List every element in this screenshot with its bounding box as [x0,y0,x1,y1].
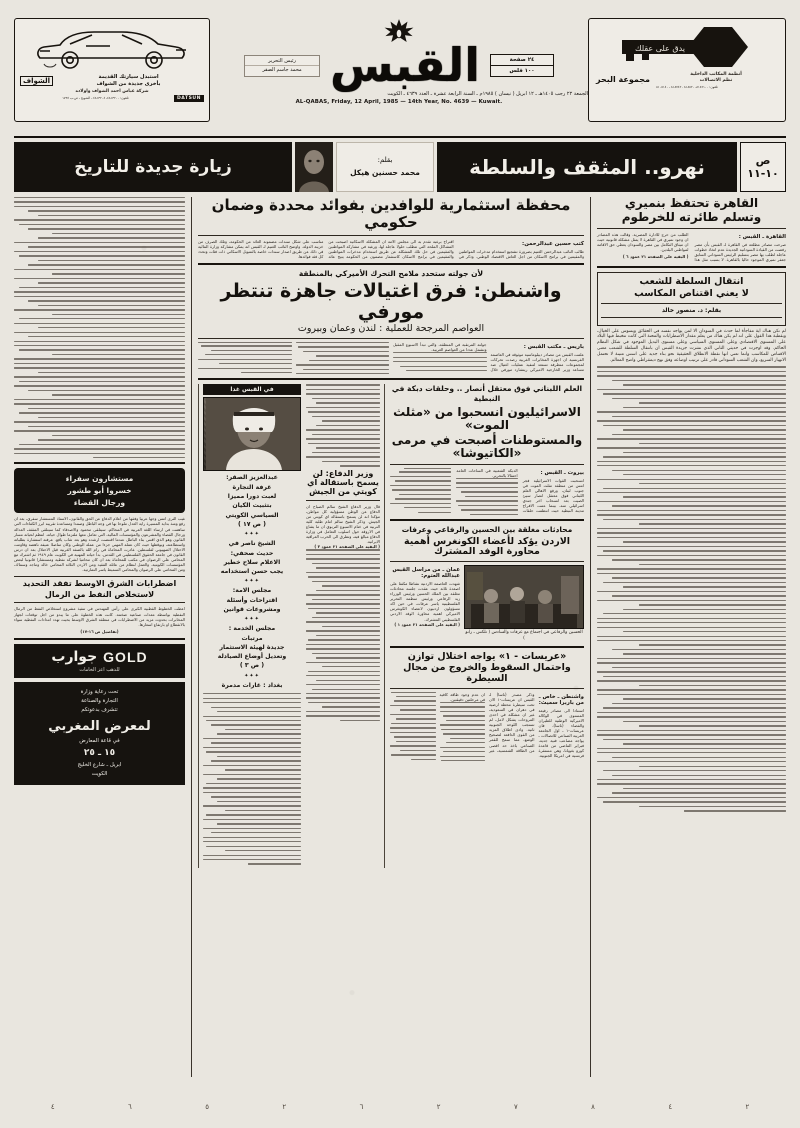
brief-separator-3: ✦✦✦ [244,616,260,623]
ad-albahar-brand: مجموعة البحر [596,74,650,84]
right-sidebar [14,197,192,1077]
opinion-author: د. منصور خالد [661,306,703,314]
expo-dates: ١٥ ـ ٢٥ [83,747,116,758]
dateline [210,91,588,107]
footer-num-3: ٧ [513,1103,518,1111]
defence-continued: ( البقية على الصفحة ٢١ عمود ٣ ) [314,544,380,550]
footer-num-7: ٥ [205,1103,209,1111]
newspaper-sheet [14,18,786,1118]
sidebar-filler-top [14,197,185,458]
murphy-headline: واشنطن: فرق اغتيالات جاهزة تنتظر مورفي [220,279,562,323]
ad-albahar-line2: نظم الاتصالات [699,77,733,83]
expo-line-6: الكويت [91,771,108,778]
mideast-headline-1: اضطرابات الشرق الاوسط تفقد التحديد [22,578,177,588]
footer-num-1: ٤ [668,1103,673,1111]
investment-headline: محفظة استثمارية للوافدين بفوائد محددة وضمان حكومي [211,196,571,232]
defence-headline: وزير الدفاع: لن يسمح باستقالة اي كويتي من الجيش [307,468,379,496]
opinion-body-filler [597,366,786,811]
arabsat-headline-2: واحتمال السقوط والخروج من مجال السيطرة [403,662,571,684]
murphy-dateline: باريس ـ مكتب القبس : [523,343,584,350]
ad-datsun-logo: DATSUN [174,95,204,102]
editor-name: محمد جاسم الصقر [245,65,319,75]
gold-socks-ad[interactable] [14,644,185,678]
arabsat-headline-1: «عريسات - ١» يواجه اختلال توازن [407,650,567,662]
jordan-kicker: محادثات مغلقة بين الحسين والرفاعي وعرفات [401,524,573,534]
cairo-story-continued: ( البقية على الصفحة ٢١ عمود ٦ ) [622,254,689,260]
arabsat-body-wrap [390,692,584,761]
gold-brand-en: GOLD [103,649,148,666]
murphy-body-wrap [198,342,584,375]
brief-separator-4: ✦✦✦ [244,672,260,679]
ad-albahar-phones: تلفون: ٨١٨٦١٠٠ـ ٨١٨٥٢٠ ٨١٨٧٤٢٠ ـ ٨١٠٥١٤٠ [656,84,718,89]
arabsat-filler [390,692,485,761]
ad-alshawaf[interactable] [14,18,210,122]
left-column [590,197,786,1077]
lebanon-headline-1: الاسرائيليون انسحبوا من «مثلث الموت» [393,404,581,433]
investment-body: طالب النائب عبدالرحمن الغنيم بضرورة تشجيع استخدام مدخرات المواطنين والمقيمين في برامج الاسكان من اجل العاش الاقتصاد الوطني. وذكر في اقتراح برغبة تقدم به الى مجلس الامة ان المشكلة الاسكانية اصبحت من المشاكل الملحة التي تتطلب حلولا عاجلة لها، ورغبة في مشاركة المواطنين والمقيمين في حل تلك المشكلة عن طريق استخدام مدخرات المواطنين والمقيمين في برامج الاسكان كاستثمار مضمون من الحكومة يتيح عائد مناسب على شكل سندات مضمونة العائد من الحكومة، وتلك الصرف من خزينة الدولة. واوضح النائب الغنيم لـ القبس انه يمكن مشاركة وزارة المالية في ذلك عن طريق اصدار سندات خاصة بالتمويل الاسكاني ذات فئات وتحدد كل فئة فوائدها. [198,238,584,259]
jordan-dateline: عمان ـ من مراسل القبس عبدالله العتوم: [392,566,460,579]
obituary-line-1: مستشارون سفراء [65,474,134,484]
cairo-story-headline-2: وتسلم طائرته للخرطوم [621,210,762,225]
expo-line-4: في قاعة المعارض [79,737,120,744]
footer-num-0: ٢ [745,1103,750,1111]
expo-title: لمعرض المغربي [48,718,151,734]
brief-item-3[interactable]: مجلس الخدمة : مرتبات جديدة لهيئة الاستثمار وتعديل أوضاع الصيادلة ( ص ٣ ) [217,625,287,670]
mideast-headline-2: لاستخلاص النفط من الرمال [44,589,155,599]
arabsat-body: استنادا الى مصادر رفيعة المستوى في الوكالة الاميركية الوطنية للطيران والفضاء (ناسا)، فان عريسات-١ ـ اول الجامعة العربية الصناعي للاتصالات ـ يواجه مصاعب فنية جدية، فبراير الماضي من قاعدة كورو بغويانا، وهي مستقرة فرنسية في امريكا الجنوبية. وذكر مصدر (ناسا) لـ القبس ان عريسات-١ الان تحت سيطرة محطة ارضية في دهران في السعودية، غير ان مشكلة في احدى المروحات يشكل لامل، لم تستجب اللوحة الجنوبية ثانية. وادى اطلاق المزيد من القوى الدافعة لتصحيح الوضع، مما سمح للقمر الصناعي باخذ حد اقصى من الطاقة الشمسية، غير ان عدم وجود طاقة كافية في مرحلتين دقيقتين. [439,691,584,759]
opinion-headline-2: لا يعني اقتناص المكاسب [634,287,749,299]
briefs-column [198,384,301,868]
heikal-banner[interactable] [14,142,786,192]
morocco-expo-ad[interactable] [14,682,185,785]
price-pages: ٢٤ صفحة [491,55,553,66]
gold-brand-ar: جوارب [51,649,98,666]
heikal-author: محمد حسنين هيكل [350,167,420,177]
investment-byline: كتب حسين عبدالرحمن: [522,240,584,247]
price-box [490,54,554,77]
lebanon-kicker: العلم اللبناني فوق معتقل أنصار .. وحلقات دبكة في النبطية [391,384,583,404]
brief-item-2[interactable]: مجلس الامة: اقتراحات وأسئلة ومشروعات قوانين [223,587,281,613]
defence-filler-top [306,384,380,466]
brief-item-4[interactable]: بغداد : غارات مدمرة [221,681,283,689]
briefs-filler [203,693,301,865]
expo-line-3: تتشرف بدعوتكم [81,707,118,714]
cairo-story-headline-1: القاهرة تحتفظ بنميري [624,196,759,210]
footer-num-6: ٢ [282,1103,287,1111]
nameplate [210,18,588,106]
ad-alshawaf-line1: استبدل سيارتك القديمة [98,74,159,80]
opinion-byline [601,307,782,314]
cairo-story-body: صرحت مصادر مطلعة في القاهرة لـ القبس بأن مصر رفضت من القيادة السودانية الجديدة عدم اتخاذ خطوات عاجلة لطلب بها مصر بتسليم الرئيس السوداني السابق جعفر نميري الموجود حاليا بالقاهرة. لا بسبب مثل هذا الطلب من حرج للادارة المصرية. وقالت هذه المصادر ان وجود نميري في القاهرة لا يمثل مشكلة قانونية حيث ان ميثاق التكامل بين مصر والسودان يعطي حق الاقامة لمواطني البلدين. [597,231,786,263]
alsaqr-caption: عبدالعزيز الصقر: غرفة التجارة لعبت دورا مميزا بتثبيت الكيان السياسي الكويتي ( ص ١٧ ) [225,474,279,528]
ad-alshawaf-line2: بأخرى جديدة من الشواف [96,81,161,88]
defence-body: قال وزير الدفاع الشيخ سالم الصباح ان الدفاع عن الوطن مسؤولية كل مواطن، مؤكدا انه لن يسمح باستقالة اي كويتي من الجيش. وذكر الشيخ سالم امام طلبة كلية التربية في ختام الاسبوع التربوي ان ما يشاع في الاروقة حول اسلوب التعامل في وزارة الدفاع مبالغ فيه، وتطرق الى الحرب العراقية الايرانية. [306,503,380,545]
dateline-english: AL-QABAS, Friday, 12 April, 1985 — 14th Year, No. 4639 — Kuwait. [295,99,503,106]
mideast-body: اعطت الخطوط القطبية الكبرى على رأس المهندس في تنفيذ مشروع استخلاص النفط من الرمال النفطية بواسطة معدات صناعية ضخمة. كانت هذه الخطوة على ما يبدو من اجل توقعات لجهاز المخابرات بحدوث مزيد من الاضطرابات في منطقة الشرق الاوسط بحيث تهدد امدادات النفطية سواء بالانقطاع او بارتفاع اسعارها. [14,606,185,627]
investment-body-wrap [198,239,584,259]
paper-logo: القبس [330,38,480,92]
lebanon-headline-2: والمستوطنات أصبحت في مرمى «الكاتيوشا» [391,432,583,461]
expo-line-2: التجارة والصناعة [81,698,118,705]
jordan-photo-caption: الحسين والرفاعي في اجتماع مع عرفات والسادس ( تلكس ـ رانو ) [465,629,583,641]
cairo-story-dateline: القاهرة ـ القبس : [738,233,786,240]
svg-text:يدق على عقلك: يدق على عقلك [634,44,686,53]
opinion-box [597,272,786,325]
dateline-arabic: الجمعة ٢٢ رجب ١٤٠٥هـ ـ ١٢ ابريل ( نيسان ) ١٩٨٥م ـ السنة الرابعة عشرة ـ العدد ٤٦٣٩ ـ الكويت [387,90,588,97]
lebanon-dateline: بيروت ـ القبس : [540,469,584,476]
obituary-body: غيب الثرى امس وجها عربيا وفقها من اعلام الدفاع عن الحق والقانون، الاستاذ المستشار سفري، بعد ان رفع ومنذ بداية المسيرة راية العدل ملوحا بها في وجه الباطل وصمدا ومساعدة تقريبه ابرز الكفاءات التي ساهمت في ارساء اللغة العربية في المحاكم. سيتلقى محمود والاصدقاء كما سيتلقى المثقف العدالة ورجال القضاء والمشرعون والمؤسسات المالية، التي تعامل معها ملتزما طوال حياته. انتظم لحياته مسار القانون وهو الذي اقتنى بناء الباطل عندما اقتنصت ارشده وهو بعد شاب يافع. عرفته استشارة بطلباته واستطاعته، ويوقظها حيث كان عمله المهني جزءا من عمله الوطني وكان مناضلا عنيفة ناهضة وقاومت الاحتلال الصهيوني لفلسطين. غادرت المحاماة في رام الله بالضفة الغربية قبل الاحتلال بعد ان درس القانون في جامعة الحقوق الفلسطيني في القدس. بدأ حياته المهنية في الكويت عام ١٩٤٩ ثم اشترك مع المحامي علي الرضوان في مكتب للمحاماة بعد ان كان محاميا لشركة نفطية ومستشارا قانونيا لبعض المؤسسات الكويتية. والعمل لنظام من عائلة الفقيد ومن الاردن الثلاثة المحامي خالد وماجد وسماك، ومن المحامي علي الرضوان والمحامي السميط ياسر التمارتيه. [14,516,185,573]
heikal-portrait [295,142,333,192]
footer-num-4: ٢ [436,1103,441,1111]
heikal-byline [336,142,434,192]
brief-item-1[interactable]: الشيخ ناصر في حديث صحفي: الاعلام سلاح خطير يجب حسن استخدامه [220,540,284,576]
gold-tagline: للذهب اعز الخامات [79,667,120,674]
mideast-page-ref: (تفاصيل ص ١٦-١٧) [80,628,119,634]
heikal-title: نهرو.. المثقف والسلطة [437,142,737,192]
brief-separator-2: ✦✦✦ [244,578,260,585]
heikal-by-label: بقلم: [377,156,393,165]
center-column [192,197,590,1077]
key-icon [612,23,762,71]
alsaqr-portrait [203,397,301,471]
editor-box [244,55,320,77]
expo-line-5: ابريل ـ شارع الخليج [77,762,122,769]
murphy-body: علمت القبس من مصادر ديبلوماسية موثوقة في العاصمة الفرنسية ان اجهزة المخابرات الغربية رصدت تحركات لمجموعات متطرفة تستعد لتنفيذ عمليات اغتيال ضد مساعد وزير الخارجية الاميركي ريتشارد مورفي خلال جولته المرتقبة في المنطقة، والتي تبدأ الاسبوع المقبل وتشمل عددا من العواصم العربية. [393,341,584,373]
price-fils: ١٠٠ فلس [509,68,535,75]
jordan-continued: ( البقية على الصفحة ٢١ عمود ١ ) [394,621,460,627]
ad-alshawaf-company: شركة عباس احمد الشواف واولاده [75,89,149,95]
arabsat-dateline: واشنطن ـ خاص ـ من باربرا سميث: [538,693,584,706]
expo-line-1: تحت رعاية وزارة [80,689,119,696]
opinion-body: لم تكن هناك اية مفاجأة لما حدث في السودان الا لمن يواجه نفسه في الحقائق ويسوس على الخيال، وبقطبة هذا القول على انه لم يكن هناك من يعلم مقدار الاضطرابات والمحنة التي كانت تتخبط فيها البلاد على المستوى الاقتصادي وعلى المستوى السياسي وعلى مستوى البديل الموجود في شكل النظام الحاكم. وقد اوجزت في حديثي الثاني الذي نشرت جريدة القبس ان بانتقال السلطة للشعب معنى الاقتناص للمكاسب وانما تعني انها نقطة الانطلاق الحقيقية نحو بناء جديد على اسس متينة لا تحتمل الانهيار السريع، وان الشعب السوداني قادر على ترتيب اوضاعه وفق نهج ديمقراطي واضح المعالم. [597,328,786,363]
obituary-line-2: خسروا أبو طشور [67,486,132,496]
footer-num-5: ٦ [359,1103,364,1111]
editor-role: رئيس التحرير [268,57,296,64]
murphy-kicker: لأن جولته ستحدد ملامح التحرك الأميركي بالمنطقة [298,268,484,278]
obituary-line-3: ورجال القضاء [73,497,126,507]
jordan-meeting-photo [464,565,584,629]
lebanon-body-wrap [390,468,584,515]
footer-num-2: ٨ [591,1103,595,1111]
ad-albahar-line1: أنظمة المكاتب الداخلية [690,72,742,77]
jordan-body: شهدت العاصمة الاردنية نشاطا مكثفا على اصعدة ثلاثة حيث عقدت جلسة محادثات مغلقة بين الملك الحسين ورئيس الوزراء زيد الرفاعي ورئيس منظمة التحرير الفلسطينية ياسر عرفات، في حين اكد مسؤولون اردنيون لاعضاء الكونغرس الاميركي اهمية محاورة الوفد الاردني الفلسطيني المشترك. [390,580,460,622]
ad-alshawaf-phones: تلفون: ٤٨١٣٢٠٠ـ ٤٨١٣٢٠٤ ـ الشويخ ـ ص.ب ١٧٣٤ [62,96,129,101]
footer-num-9: ٤ [50,1103,55,1111]
lebanon-body: انسحبت القوات الاسرائيلية فجر امس من منطقة مثلث الموت في جنوب لبنان، ورفع الاهالي العلم اللبناني فوق معتقل انصار سيئ الصيت بعد انسحاب اخر جندي اسرائيلي منه، بينما عمت الافراح مدينة النبطية حيث انتظمت حلقات الدبكة الشعبية في الساحات العامة احتفالا بالتحرير. [456,467,584,514]
footer-num-8: ٦ [128,1103,132,1111]
heikal-kicker: زيارة جديدة للتاريخ [14,142,292,192]
cairo-story-body-wrap [597,232,786,262]
footer-page-numbers [14,1098,786,1116]
tomorrow-label: في القبس غدا [203,384,301,395]
murphy-subhead: العواصم المرجحة للعملية : لندن وعمان وبيروت [297,323,485,335]
jordan-headline: الاردن يؤكد لأعضاء الكونغرس أهمية محاورة الوفد المشترك [403,535,571,558]
ad-albahar[interactable] [588,18,786,122]
obituary-box [14,468,185,513]
heikal-page-ref[interactable]: ص ١٠-١١ [740,142,786,192]
opinion-by-label: بقلم: [705,306,722,314]
main-content [14,197,786,1077]
masthead [14,18,786,138]
brief-separator-1: ✦✦✦ [244,531,260,538]
ad-alshawaf-brand: الشواف [20,76,53,86]
defence-column [306,384,385,868]
defence-filler-bottom [306,549,380,721]
vintage-car-icon [26,24,198,72]
opinion-headline-1: انتقال السلطة للشعب [639,276,744,288]
